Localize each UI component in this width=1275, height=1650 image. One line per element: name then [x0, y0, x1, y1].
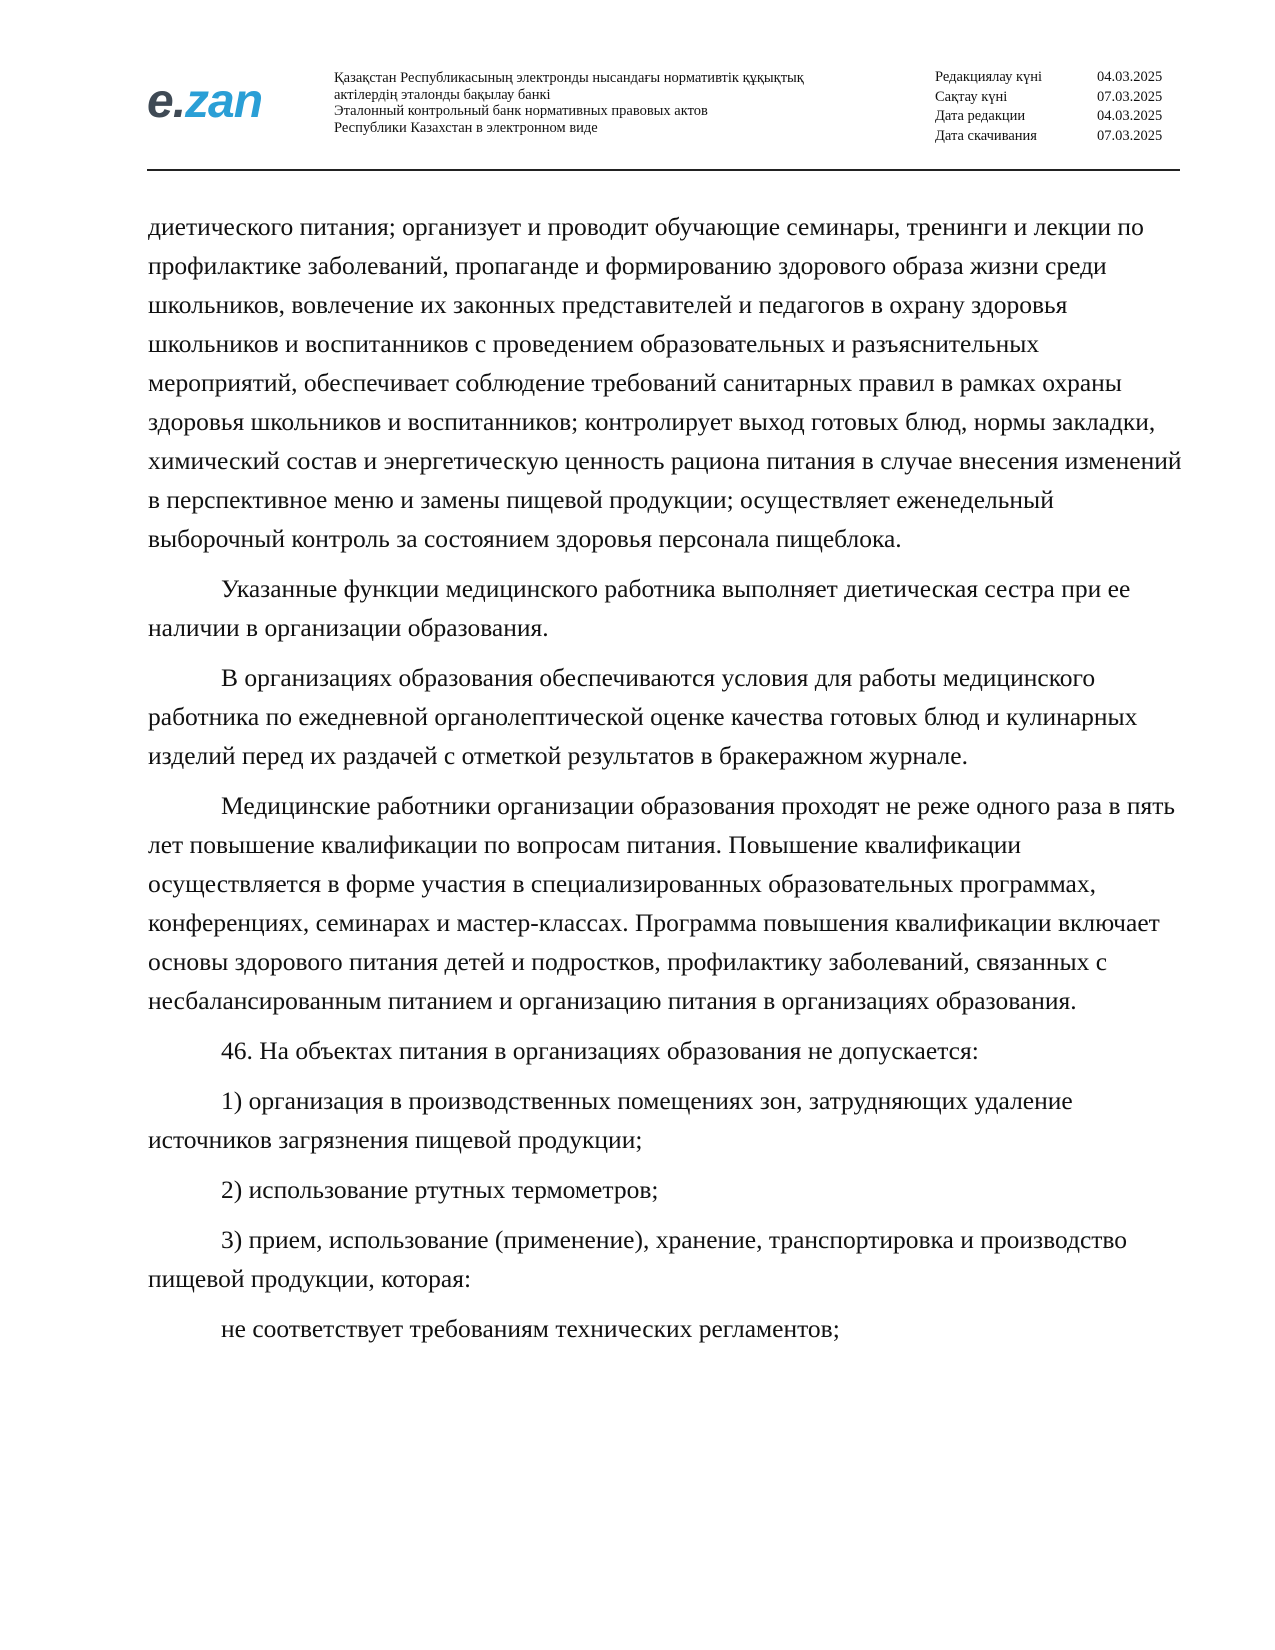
institution-title: [334, 70, 894, 136]
institution-line: актілердің эталонды бақылау банкі: [334, 86, 551, 103]
body-paragraph: Указанные функции медицинского работника выполняет диетическая сестра при ее наличии в организации образования.: [148, 574, 1131, 642]
institution-line: Республики Казахстан в электронном виде: [334, 119, 598, 136]
meta-row-save-date-kz: [935, 88, 1177, 108]
institution-line: Эталонный контрольный банк нормативных правовых актов: [334, 103, 708, 119]
list-item: 1) организация в производственных помещениях зон, затрудняющих удаление источников загрязнения пищевой продукции;: [148, 1086, 1073, 1154]
body-paragraph: Медицинские работники организации образования проходят не реже одного раза в пять лет повышение квалификации по вопросам питания. Повышение квалификации осуществляется в форме участия в специализированных образовательных программах, конференциях, семинарах и мастер-классах. Программа повышения квалификации включает основы здорового питания детей и подростков, профилактику заболеваний, связанных с несбалансированным питанием и организацию питания в организациях образования.: [148, 791, 1176, 1015]
document-dates: [935, 68, 1177, 146]
meta-label: Редакциялау күні: [935, 69, 1043, 85]
body-paragraph: диетического питания; организует и проводит обучающие семинары, тренинги и лекции по профилактике заболеваний, пропаганде и формированию здорового образа жизни среди школьников, вовлечение их законных представителей и педагогов в охрану здоровья школьников и воспитанников с проведением образовательных и разъяснительных мероприятий, обеспечивает соблюдение требований санитарных правил в рамках охраны здоровья школьников и воспитанников; контролирует выход готовых блюд, нормы закладки, химический состав и энергетическую ценность рациона питания в случае внесения изменений в перспективное меню и замены пищевой продукции; осуществляет еженедельный выборочный контроль за состоянием здоровья персонала пищеблока.: [148, 212, 1182, 553]
meta-label: Дата скачивания: [935, 127, 1037, 144]
document-body: [148, 207, 1188, 1359]
clause-heading: 46. На объектах питания в организациях образования не допускается:: [221, 1036, 979, 1065]
ezan-logo: [147, 75, 263, 128]
logo-dot: .: [172, 75, 186, 128]
meta-value: 04.03.2025: [1097, 108, 1163, 124]
header-divider: [147, 169, 1180, 171]
document-header: [0, 0, 1275, 175]
meta-value: 04.03.2025: [1097, 69, 1163, 85]
institution-line: Қазақстан Республикасының электронды нысандағы нормативтік құқықтық: [334, 70, 804, 86]
meta-value: 07.03.2025: [1097, 127, 1163, 144]
meta-row-edit-date-ru: [935, 107, 1177, 127]
meta-row-download-date-ru: [935, 127, 1177, 147]
meta-label: Сақтау күні: [935, 88, 1008, 105]
meta-label: Дата редакции: [935, 108, 1026, 124]
list-item: 2) использование ртутных термометров;: [221, 1175, 659, 1204]
meta-value: 07.03.2025: [1097, 88, 1163, 105]
logo-e: e: [147, 75, 173, 128]
list-item: не соответствует требованиям технических регламентов;: [221, 1314, 840, 1343]
logo-zan: zan: [185, 75, 263, 128]
list-item: 3) прием, использование (применение), хранение, транспортировка и производство пищевой продукции, которая:: [148, 1225, 1128, 1293]
body-paragraph: В организациях образования обеспечиваются условия для работы медицинского работника по ежедневной органолептической оценке качества готовых блюд и кулинарных изделий перед их раздачей с отметкой результатов в бракеражном журнале.: [148, 663, 1138, 770]
meta-row-edit-date-kz: [935, 68, 1177, 88]
